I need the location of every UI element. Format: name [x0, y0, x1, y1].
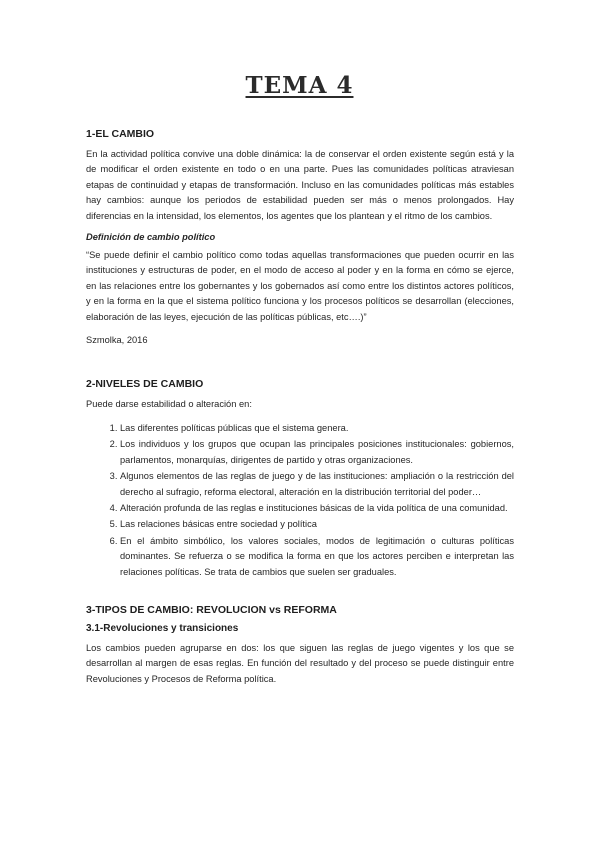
- section-heading-niveles: 2-NIVELES DE CAMBIO: [86, 378, 204, 391]
- title-container: [0, 72, 599, 99]
- definition-heading: Definición de cambio político: [86, 232, 216, 243]
- document-body: [86, 128, 514, 695]
- list-item: 3. Algunos elementos de las reglas de juego y de las instituciones: ampliación o la restricción del derecho al sufragio, reforma electoral, alteración en la distribución territorial del poder…: [120, 469, 514, 500]
- paragraph-tipos: Los cambios pueden agruparse en dos: los que siguen las reglas de juego vigentes y los que se desarrollan al margen de esas reglas. En función del resultado y del proceso se puede distinguir entre Revoluciones y Procesos de Reforma política.: [86, 642, 514, 684]
- quote-source: Szmolka, 2016: [86, 335, 148, 346]
- paragraph-el-cambio: En la actividad política convive una doble dinámica: la de conservar el orden existente según está y la de modificar el orden existente en todo o en una parte. Pues las comunidades políticas atraviesan etapas de continuidad y etapas de transformación. Incluso en las comunidades políticas más estables hay cambios: aunque los periodos de estabilidad pueden ser más o menos prolongados. Hay diferencias en la intensidad, los elementos, los agentes que los plantean y el ritmo de los cambios.: [86, 149, 514, 221]
- page-title: TEMA 4: [245, 72, 354, 99]
- list-item: 1. Las diferentes políticas públicas que el sistema genera.: [120, 421, 514, 436]
- list-item: 4. Alteración profunda de las reglas e instituciones básicas de la vida política de una comunidad.: [120, 501, 514, 516]
- list-item: 5. Las relaciones básicas entre sociedad y política: [120, 517, 514, 532]
- niveles-intro: Puede darse estabilidad o alteración en:: [86, 399, 252, 410]
- list-item: 2. Los individuos y los grupos que ocupan las principales posiciones institucionales: gobiernos, parlamentos, monarquías, dirigentes de partido y otras organizaciones.: [120, 437, 514, 468]
- subsection-heading-revoluciones: 3.1-Revoluciones y transiciones: [86, 622, 239, 634]
- niveles-list: [86, 421, 514, 580]
- definition-quote: “Se puede definir el cambio político como todas aquellas transformaciones que pueden ocurrir en las instituciones y estructuras de poder, en el modo de acceso al poder y en la forma en cómo se ejerce, en las relaciones entre los gobernantes y los gobernados así como entre los distintos actores políticos, y en la forma en la que el sistema político funciona y los procesos políticos se desarrollan (elecciones, elaboración de las leyes, ejecución de las políticas públicas, etc….)”: [86, 250, 514, 322]
- list-item: 6. En el ámbito simbólico, los valores sociales, modos de legitimación o culturas políticas dominantes. Se refuerza o se modifica la forma en que los actores perciben e interpretan las relaciones políticas. Se trata de cambios que suelen ser graduales.: [120, 534, 514, 580]
- section-heading-el-cambio: 1-EL CAMBIO: [86, 128, 155, 140]
- section-heading-tipos: 3-TIPOS DE CAMBIO: REVOLUCION vs REFORMA: [86, 603, 337, 616]
